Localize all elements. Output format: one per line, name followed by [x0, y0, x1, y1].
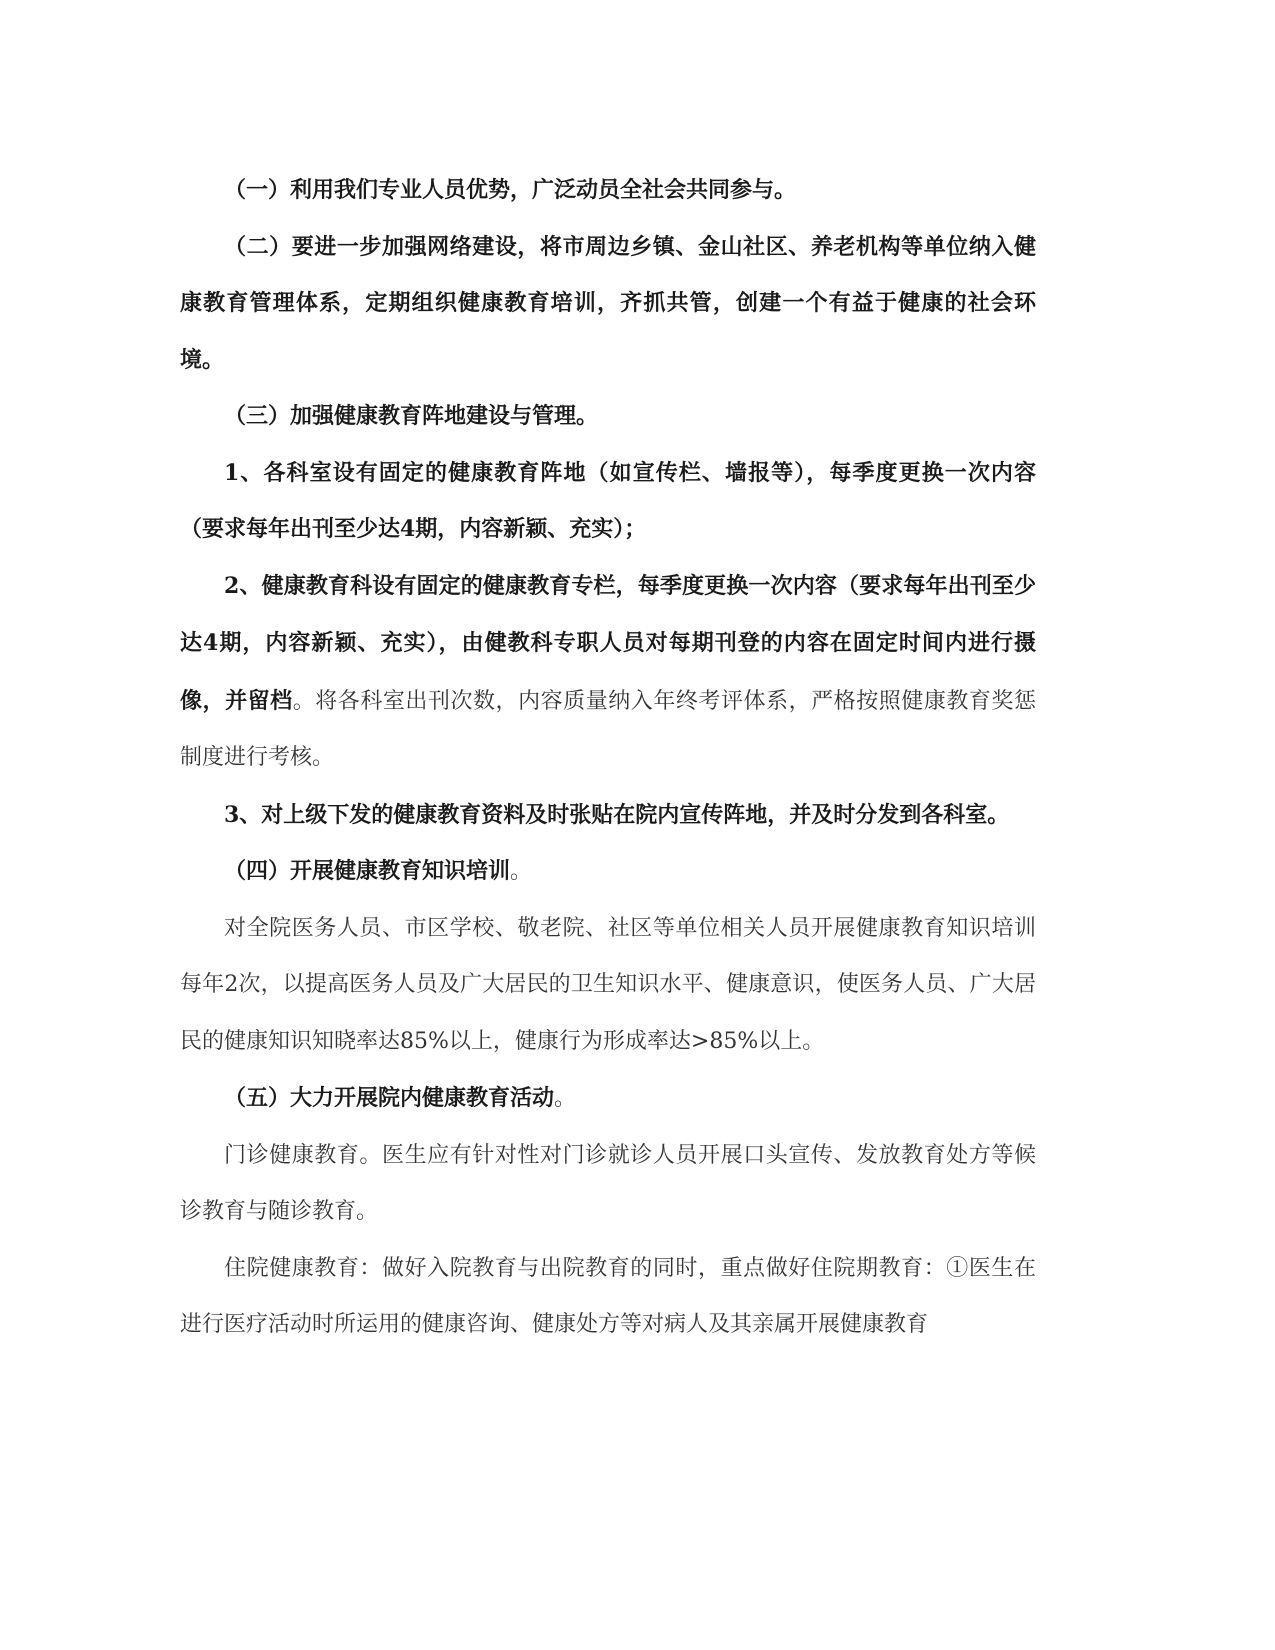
section-heading-1: （一）利用我们专业人员优势，广泛动员全社会共同参与。 [224, 177, 797, 203]
training-paragraph: 对全院医务人员、市区学校、敬老院、社区等单位相关人员开展健康教育知识培训每年2次，以提高医务人员及广大居民的卫生知识水平、健康意识，使医务人员、广大居民的健康知识知晓率达85%以上，健康行为形成率达>85%以上。 [180, 915, 1036, 1054]
section-heading-4-end: 。 [510, 859, 533, 884]
section-heading-4-bold: （四）开展健康教育知识培训 [224, 858, 511, 884]
inpatient-paragraph: 住院健康教育：做好入院教育与出院教育的同时，重点做好住院期教育：①医生在进行医疗活动时所运用的健康咨询、健康处方等对病人及其亲属开展健康教育 [180, 1255, 1036, 1337]
section-paragraph-2: （二）要进一步加强网络建设，将市周边乡镇、金山社区、养老机构等单位纳入健康教育管理体系，定期组织健康教育培训，齐抓共管，创建一个有益于健康的社会环境。 [180, 233, 1036, 373]
list-item-2-bold: 2、健康教育科设有固定的健康教育专栏，每季度更换一次内容（要求每年出刊至少达4期，内容新颖、充实），由健教科专职人员对每期刊登的内容在固定时间内进行摄像，并留档 [180, 572, 1036, 714]
section-heading-5-end: 。 [554, 1086, 577, 1111]
section-heading-3: （三）加强健康教育阵地建设与管理。 [224, 403, 599, 429]
list-item-3: 3、对上级下发的健康教育资料及时张贴在院内宣传阵地，并及时分发到各科室。 [224, 801, 1010, 828]
section-heading-4 [180, 843, 1036, 901]
list-item-2-normal: 。将各科室出刊次数，内容质量纳入年终考评体系，严格按照健康教育奖惩制度进行考核。 [180, 688, 1036, 770]
section-heading-5-bold: （五）大力开展院内健康教育活动 [224, 1085, 555, 1111]
outpatient-paragraph: 门诊健康教育。医生应有针对性对门诊就诊人员开展口头宣传、发放教育处方等候诊教育与随诊教育。 [180, 1142, 1036, 1224]
list-item-2 [180, 558, 1036, 787]
section-heading-5 [180, 1070, 1036, 1128]
list-item-1: 1、各科室设有固定的健康教育阵地（如宣传栏、墙报等），每季度更换一次内容（要求每年出刊至少达4期，内容新颖、充实）； [180, 459, 1036, 542]
document-body [180, 162, 1036, 1354]
